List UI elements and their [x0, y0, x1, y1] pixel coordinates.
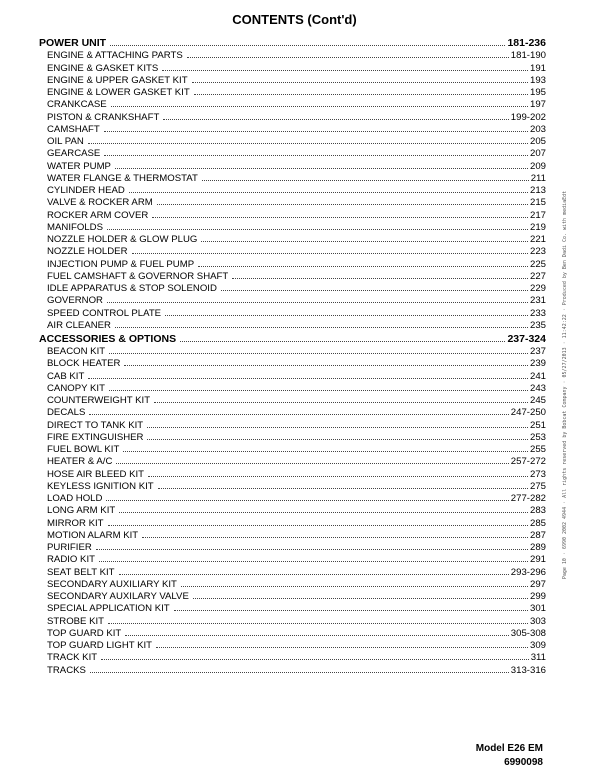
toc-entry[interactable]: [39, 172, 546, 184]
toc-entry-label: SECONDARY AUXILIARY KIT: [47, 578, 177, 590]
toc-entry-pages: 199-202: [510, 111, 546, 123]
toc-entry-pages: 283: [529, 505, 546, 517]
toc-entry-pages: 229: [529, 283, 546, 294]
toc-entry-leader: [111, 106, 528, 107]
toc-entry-leader: [163, 119, 508, 120]
toc-entry-pages: 273: [529, 468, 546, 480]
toc-entry-leader: [106, 500, 508, 501]
toc-entry-label: ENGINE & ATTACHING PARTS: [47, 50, 183, 62]
toc-entry-pages: 195: [529, 87, 546, 98]
toc-entry-label: HEATER & A/C: [47, 456, 113, 468]
toc-entry-label: COUNTERWEIGHT KIT: [47, 395, 151, 406]
section-leader: [110, 45, 505, 46]
toc-entry-leader: [107, 302, 528, 303]
toc-entry-pages: 237: [529, 346, 546, 357]
toc-entry-label: SECONDARY AUXILARY VALVE: [47, 591, 189, 602]
toc-entry[interactable]: [39, 443, 546, 455]
toc-entry-pages: 207: [529, 148, 546, 160]
toc-entry[interactable]: [39, 492, 546, 504]
toc-entry-leader: [194, 94, 528, 95]
toc-entry-leader: [157, 204, 528, 205]
toc-entry-label: SPECIAL APPLICATION KIT: [47, 603, 170, 615]
section-leader: [180, 341, 505, 342]
toc-entry[interactable]: [39, 565, 546, 577]
toc-entry-pages: 221: [529, 234, 546, 245]
toc-entry-label: MANIFOLDS: [47, 221, 103, 233]
toc-entry-leader: [115, 168, 528, 169]
toc-entry-label: SPEED CONTROL PLATE: [47, 307, 162, 319]
section-pages: 181-236: [507, 37, 546, 49]
toc-entry-leader: [101, 659, 529, 660]
toc-entry-label: LOAD HOLD: [47, 493, 103, 504]
toc-entry-label: INJECTION PUMP & FUEL PUMP: [47, 258, 195, 270]
toc-entry-leader: [147, 439, 528, 440]
toc-entry-pages: 303: [529, 615, 546, 627]
toc-entry-leader: [221, 290, 528, 291]
toc-entry[interactable]: [39, 467, 546, 479]
toc-entry-leader: [115, 327, 528, 328]
toc-entry-label: BEACON KIT: [47, 346, 106, 357]
toc-entry[interactable]: [39, 123, 546, 135]
toc-entry[interactable]: [39, 614, 546, 626]
toc-entry-label: IDLE APPARATUS & STOP SOLENOID: [47, 283, 217, 294]
toc-entry-label: ROCKER ARM COVER: [47, 209, 149, 221]
toc-entry-pages: 193: [529, 74, 546, 86]
toc-entry-pages: 213: [529, 185, 546, 196]
toc-entry-leader: [88, 378, 528, 379]
toc-entry-pages: 219: [529, 221, 546, 233]
toc-section-1: [39, 332, 546, 345]
toc-entry-leader: [162, 70, 528, 71]
toc-entry[interactable]: [39, 257, 546, 269]
toc-entry[interactable]: [39, 418, 546, 430]
toc-entry[interactable]: [39, 221, 546, 233]
toc-entry[interactable]: [39, 578, 546, 590]
toc-entry[interactable]: [39, 245, 546, 257]
toc-entry-label: DECALS: [47, 407, 86, 419]
toc-entry-label: MIRROR KIT: [47, 517, 104, 529]
toc-entry-leader: [119, 574, 509, 575]
toc-entry[interactable]: [39, 590, 546, 602]
toc-entry-label: CYLINDER HEAD: [47, 185, 125, 196]
toc-entry-leader: [174, 610, 528, 611]
toc-entry-pages: 255: [529, 444, 546, 455]
toc-entry-label: BLOCK HEATER: [47, 358, 121, 370]
toc-entry-pages: 197: [529, 99, 546, 111]
toc-entry[interactable]: [39, 431, 546, 443]
toc-entry-label: CANOPY KIT: [47, 382, 105, 394]
toc-entry[interactable]: [39, 480, 546, 492]
toc-entry-leader: [148, 476, 528, 477]
toc-entry-leader: [123, 451, 528, 452]
toc-entry-pages: 203: [529, 123, 546, 135]
toc-entry-leader: [108, 525, 528, 526]
toc-entry[interactable]: [39, 208, 546, 220]
toc-entry[interactable]: [39, 639, 546, 651]
toc-entry-pages: 227: [529, 270, 546, 282]
toc-entry-label: PISTON & CRANKSHAFT: [47, 111, 160, 123]
toc-entry[interactable]: [39, 357, 546, 369]
toc-entry-pages: 241: [529, 370, 546, 382]
toc-entry-pages: 217: [529, 209, 546, 221]
toc-entry-leader: [193, 598, 528, 599]
toc-entry[interactable]: [39, 294, 546, 306]
toc-entry-pages: 253: [529, 431, 546, 443]
toc-entry[interactable]: [39, 86, 546, 98]
toc-entry-label: NOZZLE HOLDER: [47, 246, 128, 258]
toc-entry-label: TOP GUARD KIT: [47, 627, 122, 639]
toc-entry-label: WATER PUMP: [47, 160, 111, 172]
toc-entry-pages: 243: [529, 382, 546, 394]
toc-entry-leader: [109, 390, 528, 391]
toc-entry-leader: [125, 635, 509, 636]
toc-entry-pages: 277-282: [510, 493, 546, 504]
toc-entry-leader: [119, 512, 528, 513]
toc-entry-pages: 297: [529, 578, 546, 590]
toc-entry[interactable]: [39, 504, 546, 516]
toc-entry-leader: [156, 647, 528, 648]
toc-entry-label: DIRECT TO TANK KIT: [47, 419, 144, 431]
toc-entry-pages: 225: [529, 258, 546, 270]
toc-entry-label: VALVE & ROCKER ARM: [47, 197, 153, 209]
toc-entry-leader: [104, 155, 528, 156]
toc-entry[interactable]: [39, 61, 546, 73]
toc-entry-leader: [165, 315, 528, 316]
section-pages: 237-324: [507, 332, 546, 345]
toc-entry-pages: 239: [529, 358, 546, 370]
side-note: Page 10 · 6990 2002 4944 · All rights reserved by Bobcat Company · 05/27/2013 · 11:42:22 · Produced by Ben Dadi Co. with mediaEdt: [562, 190, 568, 580]
toc-entry-label: KEYLESS IGNITION KIT: [47, 480, 154, 492]
toc-entry-leader: [108, 623, 528, 624]
toc-entry-pages: 299: [529, 591, 546, 602]
toc-entry-label: ENGINE & UPPER GASKET KIT: [47, 74, 188, 86]
toc-entry-label: CRANKCASE: [47, 99, 107, 111]
toc-entry-label: TOP GUARD LIGHT KIT: [47, 640, 153, 651]
toc-entry-label: NOZZLE HOLDER & GLOW PLUG: [47, 234, 198, 245]
toc-entry-leader: [232, 278, 528, 279]
toc-entry[interactable]: [39, 394, 546, 406]
toc-entry[interactable]: [39, 382, 546, 394]
toc-entry[interactable]: [39, 270, 546, 282]
toc-entry-leader: [116, 463, 508, 464]
toc-entry-leader: [181, 586, 528, 587]
toc-section-0: [39, 36, 546, 49]
toc-entry-leader: [88, 143, 528, 144]
toc-entry-leader: [107, 229, 528, 230]
toc-entry-label: TRACK KIT: [47, 652, 98, 664]
toc-entry-leader: [90, 672, 509, 673]
toc-entry-leader: [142, 537, 528, 538]
toc-entry-label: LONG ARM KIT: [47, 505, 116, 517]
toc-entry[interactable]: [39, 516, 546, 528]
toc-entry[interactable]: [39, 159, 546, 171]
toc-entry[interactable]: [39, 319, 546, 331]
toc-entry-label: STROBE KIT: [47, 615, 105, 627]
toc-entry[interactable]: [39, 147, 546, 159]
toc-entry-leader: [154, 402, 528, 403]
toc-entry-label: AIR CLEANER: [47, 319, 111, 331]
toc-entry-pages: 301: [529, 603, 546, 615]
toc-entry-pages: 235: [529, 319, 546, 331]
toc-entry-pages: 287: [529, 529, 546, 541]
toc-entry-pages: 285: [529, 517, 546, 529]
toc-entry-pages: 231: [529, 295, 546, 307]
page-footer: [476, 742, 543, 770]
toc-entry-label: TRACKS: [47, 664, 86, 676]
toc-entry-leader: [147, 427, 528, 428]
toc-entry-label: GOVERNOR: [47, 295, 103, 307]
toc-entry-pages: 215: [529, 197, 546, 209]
toc-entry-pages: 313-316: [510, 664, 546, 676]
toc-entry-leader: [104, 131, 528, 132]
toc-entry-leader: [99, 561, 528, 562]
toc-entry[interactable]: [39, 49, 546, 61]
toc-entry[interactable]: [39, 184, 546, 196]
toc-entry-leader: [158, 488, 528, 489]
toc-entry-pages: 209: [529, 160, 546, 172]
toc-entry-pages: 245: [529, 395, 546, 406]
toc-entry-leader: [198, 266, 528, 267]
toc-entry-leader: [129, 192, 528, 193]
toc-entry-pages: 257-272: [510, 456, 546, 468]
toc-entry-label: FUEL BOWL KIT: [47, 444, 120, 455]
page-title: CONTENTS (Cont'd): [232, 12, 357, 27]
toc-entry-label: FUEL CAMSHAFT & GOVERNOR SHAFT: [47, 270, 229, 282]
toc-entry-label: OIL PAN: [47, 136, 84, 147]
toc-entry[interactable]: [39, 663, 546, 675]
toc-entry-pages: 223: [529, 246, 546, 258]
toc-entry[interactable]: [39, 196, 546, 208]
toc-entry[interactable]: [39, 98, 546, 110]
toc-entry-leader: [96, 549, 528, 550]
toc-entry-label: GEARCASE: [47, 148, 101, 160]
toc-entry-leader: [201, 241, 528, 242]
toc-entry-pages: 291: [529, 554, 546, 566]
toc-entry-pages: 247-250: [510, 407, 546, 419]
section-label: ACCESSORIES & OPTIONS: [39, 332, 177, 345]
toc-entry[interactable]: [39, 369, 546, 381]
toc-entry-pages: 289: [529, 542, 546, 553]
toc-entry-label: HOSE AIR BLEED KIT: [47, 468, 145, 480]
toc-entry-pages: 309: [529, 640, 546, 651]
part-number: 6990098: [504, 757, 543, 768]
toc-entry-leader: [152, 217, 528, 218]
toc-entry-pages: 205: [529, 136, 546, 147]
toc-entry[interactable]: [39, 406, 546, 418]
toc-entry-pages: 275: [529, 480, 546, 492]
toc-entry-leader: [132, 253, 528, 254]
toc-entry-pages: 181-190: [510, 50, 546, 62]
toc-entry-label: PURIFIER: [47, 542, 92, 553]
toc-entry-leader: [187, 57, 509, 58]
toc-entry-label: CAMSHAFT: [47, 123, 100, 135]
table-of-contents: [39, 35, 546, 676]
toc-entry[interactable]: [39, 455, 546, 467]
toc-entry-leader: [109, 353, 528, 354]
toc-entry-pages: 191: [529, 62, 546, 74]
model-label: Model E26 EM: [475, 743, 543, 754]
toc-entry-label: SEAT BELT KIT: [47, 566, 115, 578]
toc-entry-pages: 233: [529, 307, 546, 319]
toc-entry-pages: 211: [530, 172, 546, 184]
toc-entry-label: WATER FLANGE & THERMOSTAT: [47, 172, 198, 184]
toc-entry-label: ENGINE & LOWER GASKET KIT: [47, 87, 190, 98]
toc-entry-label: ENGINE & GASKET KITS: [47, 62, 159, 74]
toc-entry[interactable]: [39, 651, 546, 663]
toc-entry[interactable]: [39, 306, 546, 318]
toc-entry-pages: 311: [530, 652, 546, 664]
toc-entry-label: FIRE EXTINGUISHER: [47, 431, 144, 443]
toc-entry[interactable]: [39, 345, 546, 357]
toc-entry-label: RADIO KIT: [47, 554, 95, 566]
toc-entry[interactable]: [39, 110, 546, 122]
toc-entry-leader: [202, 180, 529, 181]
toc-entry-pages: 305-308: [510, 627, 546, 639]
toc-entry[interactable]: [39, 135, 546, 147]
toc-entry-pages: 251: [529, 419, 546, 431]
toc-entry-pages: 293-296: [510, 566, 546, 578]
toc-entry-label: MOTION ALARM KIT: [47, 529, 139, 541]
toc-entry[interactable]: [39, 553, 546, 565]
toc-entry[interactable]: [39, 602, 546, 614]
toc-entry[interactable]: [39, 282, 546, 294]
toc-entry-leader: [89, 414, 508, 415]
toc-entry-label: CAB KIT: [47, 370, 85, 382]
toc-entry[interactable]: [39, 529, 546, 541]
toc-entry[interactable]: [39, 233, 546, 245]
section-label: POWER UNIT: [39, 37, 107, 49]
toc-entry[interactable]: [39, 541, 546, 553]
toc-entry-leader: [192, 82, 528, 83]
toc-entry[interactable]: [39, 627, 546, 639]
toc-entry-leader: [124, 365, 528, 366]
toc-entry[interactable]: [39, 74, 546, 86]
